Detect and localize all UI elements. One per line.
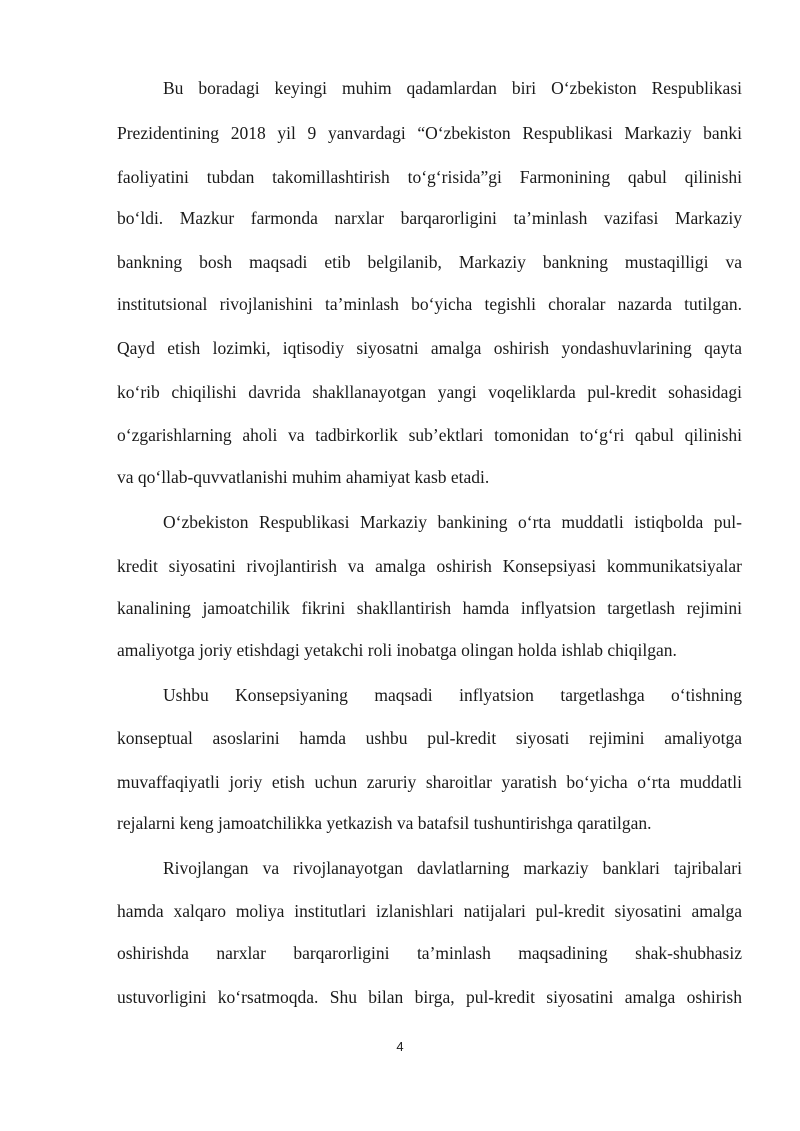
paragraph-line: O‘zbekiston Respublikasi Markaziy bankining o‘rta muddatli istiqbolda pul-	[163, 512, 742, 532]
paragraph-line: ko‘rib chiqilishi davrida shakllanayotgan yangi voqeliklarda pul-kredit sohasidagi	[117, 382, 742, 402]
paragraph-line: konseptual asoslarini hamda ushbu pul-kredit siyosati rejimini amaliyotga	[117, 728, 742, 748]
paragraph-line: Ushbu Konsepsiyaning maqsadi inflyatsion targetlashga o‘tishning	[163, 685, 742, 705]
paragraph-line: bankning bosh maqsadi etib belgilanib, Markaziy bankning mustaqilligi va	[117, 252, 742, 272]
paragraph-line: muvaffaqiyatli joriy etish uchun zaruriy sharoitlar yaratish bo‘yicha o‘rta muddatli	[117, 772, 742, 792]
paragraph-line: Qayd etish lozimki, iqtisodiy siyosatni amalga oshirish yondashuvlarining qayta	[117, 338, 742, 358]
paragraph-line: kredit siyosatini rivojlantirish va amalga oshirish Konsepsiyasi kommunikatsiyalar	[117, 556, 742, 576]
paragraph-line: amaliyotga joriy etishdagi yetakchi roli inobatga olingan holda ishlab chiqilgan.	[117, 640, 677, 660]
paragraph-line: va qo‘llab-quvvatlanishi muhim ahamiyat kasb etadi.	[117, 467, 490, 487]
paragraph-line: Bu boradagi keyingi muhim qadamlardan biri O‘zbekiston Respublikasi	[163, 78, 742, 98]
paragraph-line: institutsional rivojlanishini ta’minlash bo‘yicha tegishli choralar nazarda tutilgan.	[117, 294, 742, 314]
paragraph-line: Prezidentining 2018 yil 9 yanvardagi “O‘zbekiston Respublikasi Markaziy banki	[117, 123, 742, 143]
paragraph-line: rejalarni keng jamoatchilikka yetkazish va batafsil tushuntirishga qaratilgan.	[117, 813, 652, 833]
paragraph-line: Rivojlangan va rivojlanayotgan davlatlarning markaziy banklari tajribalari	[163, 858, 742, 878]
paragraph-line: faoliyatini tubdan takomillashtirish to‘g‘risida”gi Farmonining qabul qilinishi	[117, 167, 742, 187]
paragraph-line: kanalining jamoatchilik fikrini shakllantirish hamda inflyatsion targetlash rejimini	[117, 598, 742, 618]
page-number: 4	[396, 1039, 404, 1054]
paragraph-line: oshirishda narxlar barqarorligini ta’minlash maqsadining shak-shubhasiz	[117, 943, 742, 963]
paragraph-line: hamda xalqaro moliya institutlari izlanishlari natijalari pul-kredit siyosatini amalga	[117, 901, 742, 921]
paragraph-line: o‘zgarishlarning aholi va tadbirkorlik sub’ektlari tomonidan to‘g‘ri qabul qilinishi	[117, 425, 742, 445]
paragraph-line: ustuvorligini ko‘rsatmoqda. Shu bilan birga, pul-kredit siyosatini amalga oshirish	[117, 987, 742, 1007]
paragraph-line: bo‘ldi. Mazkur farmonda narxlar barqarorligini ta’minlash vazifasi Markaziy	[117, 208, 742, 228]
